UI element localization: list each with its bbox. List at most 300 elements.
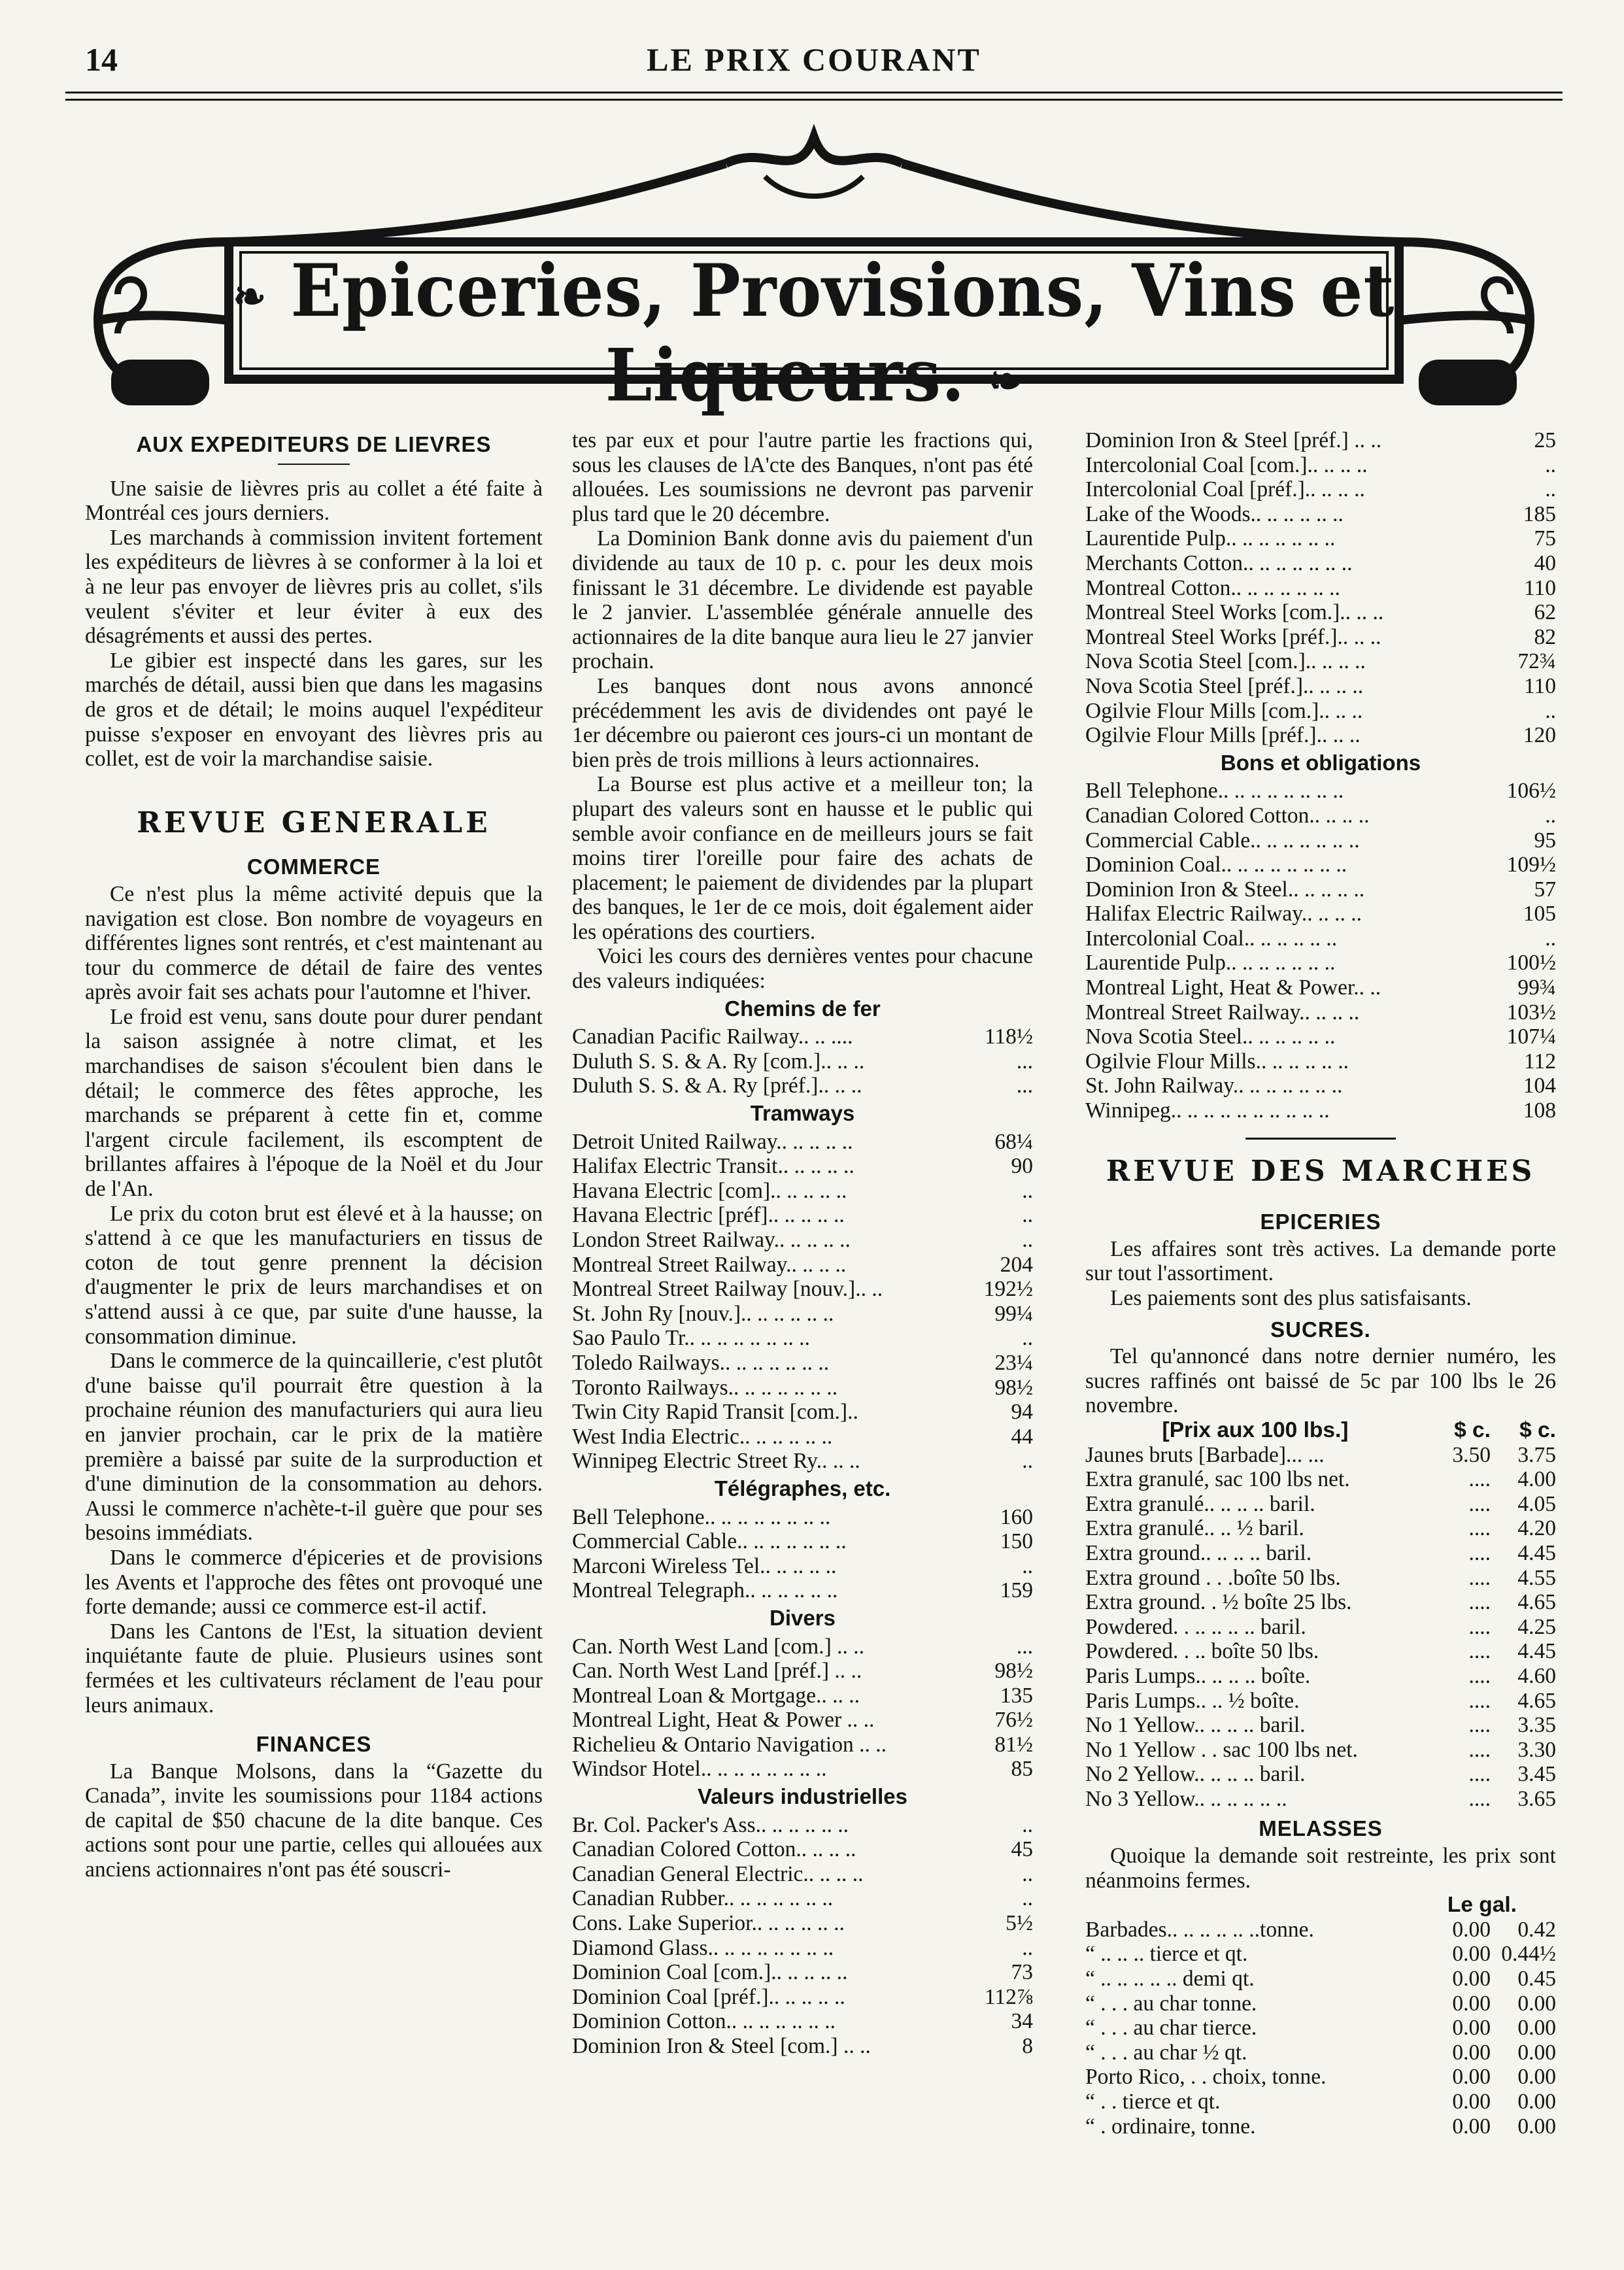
row-value: 95	[1534, 828, 1556, 853]
leaf-bullet-icon: ❧	[233, 272, 267, 322]
row-label: St. John Ry [nouv.].. .. .. .. .. ..	[572, 1301, 834, 1326]
row-price-low: ....	[1468, 1737, 1491, 1762]
row-label: West India Electric.. .. .. .. .. ..	[572, 1424, 833, 1449]
table-row	[572, 1757, 1033, 1782]
row-label: Dominion Coal.. .. .. .. .. .. .. ..	[1085, 853, 1347, 877]
row-price-low: ....	[1468, 1467, 1491, 1492]
sugar-price-table	[1085, 1443, 1556, 1812]
column-2	[572, 428, 1033, 2252]
row-price-low: ....	[1468, 1614, 1491, 1639]
table-row	[1085, 1000, 1556, 1025]
paragraph: Le gibier est inspecté dans les gares, sur les marchés de détail, aussi bien que dans les magasins de gros et de détail; le moins auquel l'expéditeur puisse s'exposer en envoyant des lièvres pris au collet, est de voir la marchandise saisie.	[85, 648, 543, 771]
row-label: Ogilvie Flour Mills [préf.].. .. ..	[1085, 723, 1361, 748]
row-price-high: 3.65	[1517, 1786, 1556, 1811]
table-row	[1085, 1762, 1556, 1787]
price-column-header: $ c.	[1519, 1417, 1556, 1442]
row-price-low: 0.00	[1452, 2065, 1491, 2090]
table-row	[572, 1529, 1033, 1554]
section-heading-melasses: MELASSES	[1259, 1816, 1383, 1841]
table-row	[572, 1886, 1033, 1911]
row-label: Halifax Electric Railway.. .. .. ..	[1085, 902, 1362, 926]
row-price-low: 0.00	[1452, 1942, 1491, 1967]
row-value: 81½	[994, 1732, 1033, 1757]
row-price-low: ....	[1468, 1762, 1491, 1787]
row-label: Winnipeg Electric Street Ry.. .. ..	[572, 1449, 860, 1474]
row-label: Montreal Steel Works [com.].. .. ..	[1085, 600, 1384, 625]
table-row	[572, 1203, 1033, 1228]
row-price-high: 0.00	[1517, 2114, 1556, 2139]
row-label: Dominion Iron & Steel [com.] .. ..	[572, 2034, 871, 2058]
row-label: Commercial Cable.. .. .. .. .. .. ..	[572, 1529, 847, 1554]
row-label: No 1 Yellow.. .. .. .. baril.	[1085, 1713, 1306, 1738]
row-label: Duluth S. S. & A. Ry [com.].. .. ..	[572, 1049, 865, 1074]
table-row	[572, 2034, 1033, 2059]
row-label: Merchants Cotton.. .. .. .. .. .. ..	[1085, 551, 1353, 575]
paragraph: Les marchands à commission invitent fortement les expéditeurs de lièvres à se conformer à la loi et à ne leur pas envoyer de lièvres pris au collet, s'ils veulent s'éviter et leur éviter à eux des désagréments et aussi des pertes.	[85, 525, 543, 649]
row-price-low: 0.00	[1452, 2114, 1491, 2139]
row-value: ..	[1545, 452, 1556, 477]
table-row	[1085, 1025, 1556, 1049]
row-price-low: ....	[1468, 1786, 1491, 1811]
table-row	[1085, 1443, 1556, 1468]
paragraph: Ce n'est plus la même activité depuis que la navigation est close. Bon nombre de voyageurs en différentes lignes sont rentrés, et c'est maintenant au tour du commerce de détail de faire des ventes après avoir fait ses achats pour l'automne et l'hiver.	[85, 881, 543, 1005]
column-3	[1085, 428, 1556, 2252]
paragraph: Une saisie de lièvres pris au collet a été faite à Montréal ces jours derniers.	[85, 476, 543, 526]
row-value: 68¼	[994, 1129, 1033, 1154]
paragraph: Tel qu'annoncé dans notre dernier numéro, les sucres raffinés ont baissé de 5c par 100 lbs le 26 novembre.	[1085, 1344, 1556, 1418]
row-label: “ .. .. .. tierce et qt.	[1085, 1942, 1248, 1967]
table-row	[1085, 951, 1556, 975]
row-price-high: 0.42	[1517, 1917, 1556, 1942]
table-row	[1085, 1991, 1556, 2016]
subsection-heading: Chemins de fer	[724, 996, 881, 1021]
row-label: Cons. Lake Superior.. .. .. .. .. ..	[572, 1911, 845, 1936]
table-row	[572, 1578, 1033, 1603]
table-row	[1085, 1492, 1556, 1517]
table-row	[1085, 551, 1556, 576]
banner-title-text: Epiceries, Provisions, Vins et Liqueurs.	[290, 248, 1395, 418]
row-label: Montreal Light, Heat & Power.. ..	[1085, 975, 1381, 1000]
stock-quotes-continued	[1085, 428, 1556, 748]
row-value: ...	[1016, 1049, 1033, 1074]
table-row	[572, 1179, 1033, 1204]
row-label: Nova Scotia Steel.. .. .. .. .. ..	[1085, 1025, 1336, 1049]
row-price-high: 0.00	[1517, 2090, 1556, 2114]
row-label: Jaunes bruts [Barbade]... ...	[1085, 1442, 1325, 1467]
row-price-high: 3.35	[1517, 1713, 1556, 1738]
row-price-high: 4.45	[1517, 1540, 1556, 1565]
row-label: Can. North West Land [com.] .. ..	[572, 1634, 864, 1659]
row-price-low: 3.50	[1452, 1442, 1491, 1467]
table-row	[1085, 526, 1556, 551]
row-price-high: 3.45	[1517, 1762, 1556, 1787]
row-value: 98½	[994, 1375, 1033, 1400]
table-row	[572, 1351, 1033, 1376]
table-row	[1085, 1615, 1556, 1640]
row-label: Windsor Hotel.. .. .. .. .. .. .. ..	[572, 1757, 827, 1782]
paragraph: Le prix du coton brut est élevé et à la hausse; on s'attend à ce que les manufacturiers en tissus de coton de tout genre prennent la décision d'augmenter le prix de leurs marchandises et on s'attend aussi à ce que, par suite d'une hausse, la consommation diminue.	[85, 1201, 543, 1349]
row-value: ..	[1022, 1203, 1033, 1228]
row-value: 204	[1000, 1252, 1033, 1277]
row-value: 105	[1523, 902, 1556, 926]
row-value: 118½	[984, 1025, 1033, 1049]
row-label: Havana Electric [com].. .. .. .. ..	[572, 1178, 847, 1203]
table-row	[1085, 1918, 1556, 1942]
table-row	[1085, 2090, 1556, 2114]
row-value: 110	[1523, 575, 1556, 600]
table-row	[1085, 902, 1556, 926]
row-label: Canadian General Electric.. .. .. ..	[572, 1861, 864, 1886]
row-label: Commercial Cable.. .. .. .. .. .. ..	[1085, 828, 1360, 853]
row-value: 100½	[1506, 951, 1556, 975]
row-value: 104	[1523, 1074, 1556, 1098]
row-label: Halifax Electric Transit.. .. .. .. ..	[572, 1154, 854, 1179]
row-price-high: 0.44½	[1501, 1942, 1556, 1967]
row-price-high: 3.30	[1517, 1737, 1556, 1762]
row-label: London Street Railway.. .. .. .. ..	[572, 1228, 851, 1252]
row-value: 5½	[1006, 1911, 1033, 1936]
row-value: 99¼	[994, 1301, 1033, 1326]
row-label: Montreal Street Railway.. .. .. ..	[1085, 1000, 1360, 1025]
table-row	[572, 1376, 1033, 1400]
row-price-low: ....	[1468, 1540, 1491, 1565]
table-row	[1085, 1738, 1556, 1763]
paragraph: Les paiements sont des plus satisfaisants.	[1110, 1286, 1472, 1310]
row-label: Laurentide Pulp.. .. .. .. .. .. ..	[1085, 526, 1336, 551]
row-value: 192½	[983, 1277, 1033, 1302]
row-value: 112⅞	[984, 1984, 1033, 2009]
row-value: 62	[1534, 600, 1556, 625]
row-label: Montreal Telegraph.. .. .. .. .. ..	[572, 1578, 838, 1603]
row-label: Richelieu & Ontario Navigation .. ..	[572, 1732, 887, 1757]
table-row	[1085, 2016, 1556, 2041]
row-price-high: 0.00	[1517, 2016, 1556, 2041]
row-value: ..	[1022, 1178, 1033, 1203]
row-label: Ogilvie Flour Mills.. .. .. .. .. ..	[1085, 1049, 1349, 1074]
row-value: 76½	[994, 1708, 1033, 1733]
row-label: Intercolonial Coal [préf.].. .. .. ..	[1085, 477, 1365, 502]
table-row	[572, 1025, 1033, 1049]
row-value: ..	[1022, 1228, 1033, 1252]
table-row	[1085, 1942, 1556, 1967]
row-label: “ . . . au char ½ qt.	[1085, 2040, 1247, 2065]
table-row	[572, 1130, 1033, 1155]
row-value: 135	[1000, 1683, 1033, 1708]
row-value: 90	[1011, 1154, 1033, 1179]
row-value: ...	[1016, 1634, 1033, 1659]
row-label: No 3 Yellow.. .. .. .. .. ..	[1085, 1786, 1287, 1811]
row-label: Sao Paulo Tr.. .. .. .. .. .. .. ..	[572, 1326, 810, 1351]
column-1	[85, 428, 543, 2252]
section-heading-revue-marches: REVUE DES MARCHES	[1106, 1154, 1536, 1188]
row-label: Bell Telephone.. .. .. .. .. .. .. ..	[572, 1504, 831, 1529]
row-value: 8	[1022, 2034, 1033, 2058]
price-unit-label: [Prix aux 100 lbs.]	[1162, 1417, 1349, 1442]
table-row	[1085, 600, 1556, 625]
row-label: Nova Scotia Steel [com.].. .. .. ..	[1085, 649, 1366, 674]
table-row	[1085, 779, 1556, 804]
row-price-high: 4.60	[1517, 1663, 1556, 1688]
row-label: Extra granulé, sac 100 lbs net.	[1085, 1467, 1350, 1492]
row-value: ..	[1545, 803, 1556, 828]
row-label: Extra ground. . ½ boîte 25 lbs.	[1085, 1590, 1352, 1615]
table-row	[1085, 477, 1556, 502]
paragraph: Voici les cours des dernières ventes pour chacune des valeurs indiquées:	[572, 944, 1033, 994]
row-value: ..	[1022, 1326, 1033, 1351]
row-price-high: 0.00	[1517, 1991, 1556, 2016]
row-value: ..	[1545, 926, 1556, 951]
table-row	[572, 1505, 1033, 1530]
row-value: 106½	[1506, 779, 1556, 804]
row-price-high: 0.00	[1517, 2040, 1556, 2065]
table-row	[1085, 1713, 1556, 1738]
row-value: 103½	[1506, 1000, 1556, 1025]
table-row	[572, 1813, 1033, 1838]
row-label: Paris Lumps.. .. .. .. boîte.	[1085, 1663, 1311, 1688]
section-heading-finances: FINANCES	[256, 1732, 372, 1757]
row-label: Ogilvie Flour Mills [com.].. .. ..	[1085, 698, 1363, 723]
table-row	[1085, 428, 1556, 453]
row-value: ..	[1022, 1886, 1033, 1911]
table-row	[572, 1862, 1033, 1887]
row-label: Dominion Cotton.. .. .. .. .. .. ..	[572, 2009, 836, 2034]
row-value: 40	[1534, 551, 1556, 575]
row-label: Barbades.. .. .. .. .. ..tonne.	[1085, 1917, 1314, 1942]
table-row	[572, 1554, 1033, 1579]
row-label: “ . . tierce et qt.	[1085, 2090, 1221, 2114]
paragraph: La Banque Molsons, dans la “Gazette du Canada”, invite les soumissions pour 1184 actions de capital de $50 chacune de la dite banque. Ces actions sont pour une partie, celles qui allouées aux anciens actionnaires n'ont pas été souscri-	[85, 1759, 543, 1882]
row-label: No 1 Yellow . . sac 100 lbs net.	[1085, 1737, 1358, 1762]
row-value: 99¾	[1517, 975, 1556, 1000]
table-row	[1085, 1516, 1556, 1541]
row-label: Montreal Light, Heat & Power .. ..	[572, 1708, 875, 1733]
row-label: Nova Scotia Steel [préf.].. .. .. ..	[1085, 673, 1364, 698]
row-price-low: 0.00	[1452, 1991, 1491, 2016]
table-row	[572, 1154, 1033, 1179]
row-value: 112	[1523, 1049, 1556, 1074]
paragraph: Les affaires sont très actives. La demande porte sur tout l'assortiment.	[1085, 1236, 1556, 1286]
paragraph: Les banques dont nous avons annoncé précédemment les avis de dividendes ont payé le 1er décembre ou paieront ces jours-ci un montant de bien près de trois millions à leurs actionnaires.	[572, 673, 1033, 772]
row-label: Powdered. . .. boîte 50 lbs.	[1085, 1639, 1319, 1664]
table-row	[1085, 2114, 1556, 2139]
row-label: Can. North West Land [préf.] .. ..	[572, 1659, 862, 1684]
row-label: Laurentide Pulp.. .. .. .. .. .. ..	[1085, 951, 1336, 975]
row-price-low: ....	[1468, 1590, 1491, 1615]
table-row	[572, 1635, 1033, 1659]
table-row	[572, 1684, 1033, 1708]
table-row	[1085, 723, 1556, 748]
leaf-bullet-icon: ❧	[989, 357, 1023, 407]
row-value: ..	[1022, 1935, 1033, 1960]
table-row	[1085, 926, 1556, 951]
row-value: 23¼	[994, 1350, 1033, 1375]
table-row	[1085, 1098, 1556, 1123]
row-label: Havana Electric [préf].. .. .. .. ..	[572, 1203, 845, 1228]
row-label: Dominion Coal [préf.].. .. .. .. ..	[572, 1984, 845, 2009]
row-label: Montreal Loan & Mortgage.. .. ..	[572, 1683, 860, 1708]
row-label: Dominion Iron & Steel.. .. .. .. ..	[1085, 877, 1365, 902]
row-price-low: ....	[1468, 1688, 1491, 1713]
row-label: Br. Col. Packer's Ass.. .. .. .. .. ..	[572, 1812, 849, 1837]
banner-title	[72, 248, 1556, 418]
row-label: Paris Lumps.. .. ½ boîte.	[1085, 1688, 1300, 1713]
table-row	[572, 1277, 1033, 1302]
row-label: Porto Rico, . . choix, tonne.	[1085, 2065, 1327, 2090]
table-row	[1085, 1467, 1556, 1492]
row-label: Canadian Pacific Railway.. .. ....	[572, 1025, 853, 1049]
row-price-high: 4.25	[1517, 1614, 1556, 1639]
row-value: 34	[1011, 2009, 1033, 2034]
row-value: 185	[1523, 501, 1556, 526]
table-row	[1085, 2041, 1556, 2065]
table-row	[572, 1449, 1033, 1474]
paragraph: Quoique la demande soit restreinte, les prix sont néanmoins fermes.	[1085, 1844, 1556, 1893]
header-rule	[65, 92, 1563, 101]
row-price-high: 4.55	[1517, 1565, 1556, 1590]
row-value: 75	[1534, 526, 1556, 551]
row-label: “ . ordinaire, tonne.	[1085, 2114, 1256, 2139]
table-row	[572, 1837, 1033, 1862]
table-row	[572, 1425, 1033, 1449]
row-value: 107¼	[1506, 1025, 1556, 1049]
table-row	[572, 1911, 1033, 1936]
row-label: Canadian Rubber.. .. .. .. .. .. ..	[572, 1886, 834, 1911]
row-price-high: 0.45	[1517, 1967, 1556, 1991]
row-value: 73	[1011, 1960, 1033, 1985]
stock-quotes	[572, 996, 1033, 2059]
subsection-heading: Tramways	[750, 1101, 855, 1126]
table-row	[1085, 975, 1556, 1000]
row-label: Montreal Cotton.. .. .. .. .. .. ..	[1085, 575, 1340, 600]
section-heading-sucres: SUCRES.	[1270, 1317, 1371, 1342]
row-label: Dominion Iron & Steel [préf.] .. ..	[1085, 428, 1382, 452]
table-row	[1085, 877, 1556, 902]
row-price-low: ....	[1468, 1639, 1491, 1664]
table-row	[1085, 1074, 1556, 1098]
row-value: 160	[1000, 1504, 1033, 1529]
paragraph: Le froid est venu, sans doute pour durer pendant la saison assignée à notre climat, et les marchandises de saison s'écoulent bien dans le détail; le commerce des fêtes approche, les marchands se préparent à cette fin et, comme l'argent circule facilement, ils escomptent de brillantes affaires à l'époque de la Noël et du Jour de l'An.	[85, 1004, 543, 1202]
table-row	[572, 1074, 1033, 1098]
row-value: 82	[1534, 624, 1556, 649]
row-label: Toronto Railways.. .. .. .. .. .. ..	[572, 1375, 838, 1400]
row-price-high: 4.65	[1517, 1590, 1556, 1615]
row-value: 98½	[994, 1659, 1033, 1684]
row-label: Dominion Coal [com.].. .. .. .. ..	[572, 1960, 848, 1985]
row-label: Extra ground . . .boîte 50 lbs.	[1085, 1565, 1341, 1590]
table-row	[1085, 1689, 1556, 1714]
row-value: ..	[1545, 698, 1556, 723]
row-label: Toledo Railways.. .. .. .. .. .. ..	[572, 1350, 830, 1375]
row-price-high: 4.65	[1517, 1688, 1556, 1713]
row-value: 120	[1523, 723, 1556, 748]
row-price-low: ....	[1468, 1663, 1491, 1688]
row-label: Montreal Street Railway.. .. .. ..	[572, 1252, 847, 1277]
section-heading-revue-generale: REVUE GENERALE	[137, 805, 491, 839]
paragraph: La Bourse est plus active et a meilleur ton; la plupart des valeurs sont en hausse et le public qui semble avoir confiance en de meilleurs jours se fait moins tirer l'oreille pour faire des achats de placement; le paiement de dividendes par la plupart des banques, le 1er de ce mois, doit également aider les opérations des courtiers.	[572, 772, 1033, 944]
row-price-low: ....	[1468, 1491, 1491, 1516]
row-price-low: 0.00	[1452, 2090, 1491, 2114]
row-label: “ . . . au char tonne.	[1085, 1991, 1257, 2016]
price-table-header	[1085, 1418, 1556, 1443]
paragraph: tes par eux et pour l'autre partie les fractions qui, sous les clauses de lA'cte des Banques, n'ont pas été allouées. Les soumissions ne devront pas parvenir plus tard que le 20 décembre.	[572, 428, 1033, 526]
table-row	[1085, 699, 1556, 724]
table-row	[572, 1049, 1033, 1074]
row-label: Marconi Wireless Tel.. .. .. .. ..	[572, 1553, 837, 1578]
row-price-high: 4.20	[1517, 1516, 1556, 1541]
paragraph: Dans les Cantons de l'Est, la situation devient inquiétante faute de pluie. Plusieurs usines sont fermées et les cultivateurs réclament de l'eau pour leurs animaux.	[85, 1619, 543, 1718]
table-row	[572, 1302, 1033, 1327]
price-column-header: $ c.	[1454, 1417, 1491, 1442]
table-row	[572, 1936, 1033, 1961]
row-label: Detroit United Railway.. .. .. .. ..	[572, 1129, 853, 1154]
row-price-high: 4.45	[1517, 1639, 1556, 1664]
journal-title: LE PRIX COURANT	[647, 41, 981, 78]
row-value: ..	[1545, 477, 1556, 502]
row-value: 109½	[1506, 853, 1556, 877]
row-value: ...	[1016, 1074, 1033, 1098]
row-value: 45	[1011, 1837, 1033, 1862]
page-number: 14	[85, 41, 118, 78]
table-row	[1085, 576, 1556, 601]
row-label: Extra granulé.. .. ½ baril.	[1085, 1516, 1304, 1541]
table-row	[1085, 2065, 1556, 2090]
paragraph: Dans le commerce d'épiceries et de provisions les Avents et l'approche des fêtes ont provoqué une forte demande; aussi ce commerce est-il actif.	[85, 1545, 543, 1619]
row-label: Powdered. . .. .. .. .. baril.	[1085, 1614, 1306, 1639]
table-row	[1085, 1049, 1556, 1074]
row-label: Canadian Colored Cotton.. .. .. ..	[572, 1837, 856, 1862]
section-heading-epiceries: EPICERIES	[1260, 1210, 1381, 1234]
row-price-low: ....	[1468, 1516, 1491, 1541]
row-price-high: 0.00	[1517, 2065, 1556, 2090]
section-heading-expediteurs: AUX EXPEDITEURS DE LIEVRES	[136, 432, 492, 456]
row-price-high: 4.05	[1517, 1491, 1556, 1516]
row-value: 25	[1534, 428, 1556, 452]
row-price-low: 0.00	[1452, 2016, 1491, 2041]
paragraph: Dans le commerce de la quincaillerie, c'est plutôt d'une baisse qu'il pourrait être question à la prochaine réunion des manufacturiers qui aura lieu en janvier prochain, car le prix de la matière première a baissé par suite de la surproduction et d'une diminution de la consommation au dehors. Aussi le commerce n'achète-t-il guère que pour ses besoins immédiats.	[85, 1349, 543, 1546]
row-label: Winnipeg.. .. .. .. .. .. .. .. .. ..	[1085, 1098, 1330, 1123]
table-row	[572, 1733, 1033, 1757]
table-row	[1085, 1787, 1556, 1812]
page-header	[65, 41, 1563, 86]
subsection-heading: Télégraphes, etc.	[714, 1476, 891, 1500]
row-value: ..	[1022, 1861, 1033, 1886]
table-row	[1085, 502, 1556, 527]
subsection-heading: Divers	[770, 1605, 836, 1630]
row-label: Extra ground.. .. .. .. baril.	[1085, 1540, 1312, 1565]
row-value: 85	[1011, 1757, 1033, 1782]
table-row	[572, 1400, 1033, 1425]
row-label: Intercolonial Coal [com.].. .. .. ..	[1085, 452, 1368, 477]
row-label: Intercolonial Coal.. .. .. .. .. ..	[1085, 926, 1338, 951]
row-value: 72¾	[1517, 649, 1556, 674]
row-label: Montreal Street Railway [nouv.].. ..	[572, 1277, 883, 1302]
row-price-high: 4.00	[1517, 1467, 1556, 1492]
table-row	[1085, 1566, 1556, 1591]
section-heading-commerce: COMMERCE	[246, 855, 381, 879]
table-row	[1085, 1590, 1556, 1615]
paragraph: La Dominion Bank donne avis du paiement d'un dividende au taux de 10 p. c. pour les deux mois finissant le 31 décembre. Le dividende est payable le 2 janvier. L'assemblée générale annuelle des actionnaires de la dite banque aura lieu le 27 janvier prochain.	[572, 526, 1033, 674]
row-label: Extra granulé.. .. .. .. baril.	[1085, 1491, 1315, 1516]
molasses-price-table	[1085, 1918, 1556, 2139]
row-label: No 2 Yellow.. .. .. .. baril.	[1085, 1762, 1306, 1787]
row-price-low: ....	[1468, 1713, 1491, 1738]
table-row	[1085, 1664, 1556, 1689]
subsection-heading: Valeurs industrielles	[698, 1784, 907, 1809]
row-label: Diamond Glass.. .. .. .. .. .. .. ..	[572, 1935, 834, 1960]
row-label: St. John Railway.. .. .. .. .. .. ..	[1085, 1074, 1343, 1098]
row-label: “ . . . au char tierce.	[1085, 2016, 1257, 2041]
table-row	[572, 1708, 1033, 1733]
